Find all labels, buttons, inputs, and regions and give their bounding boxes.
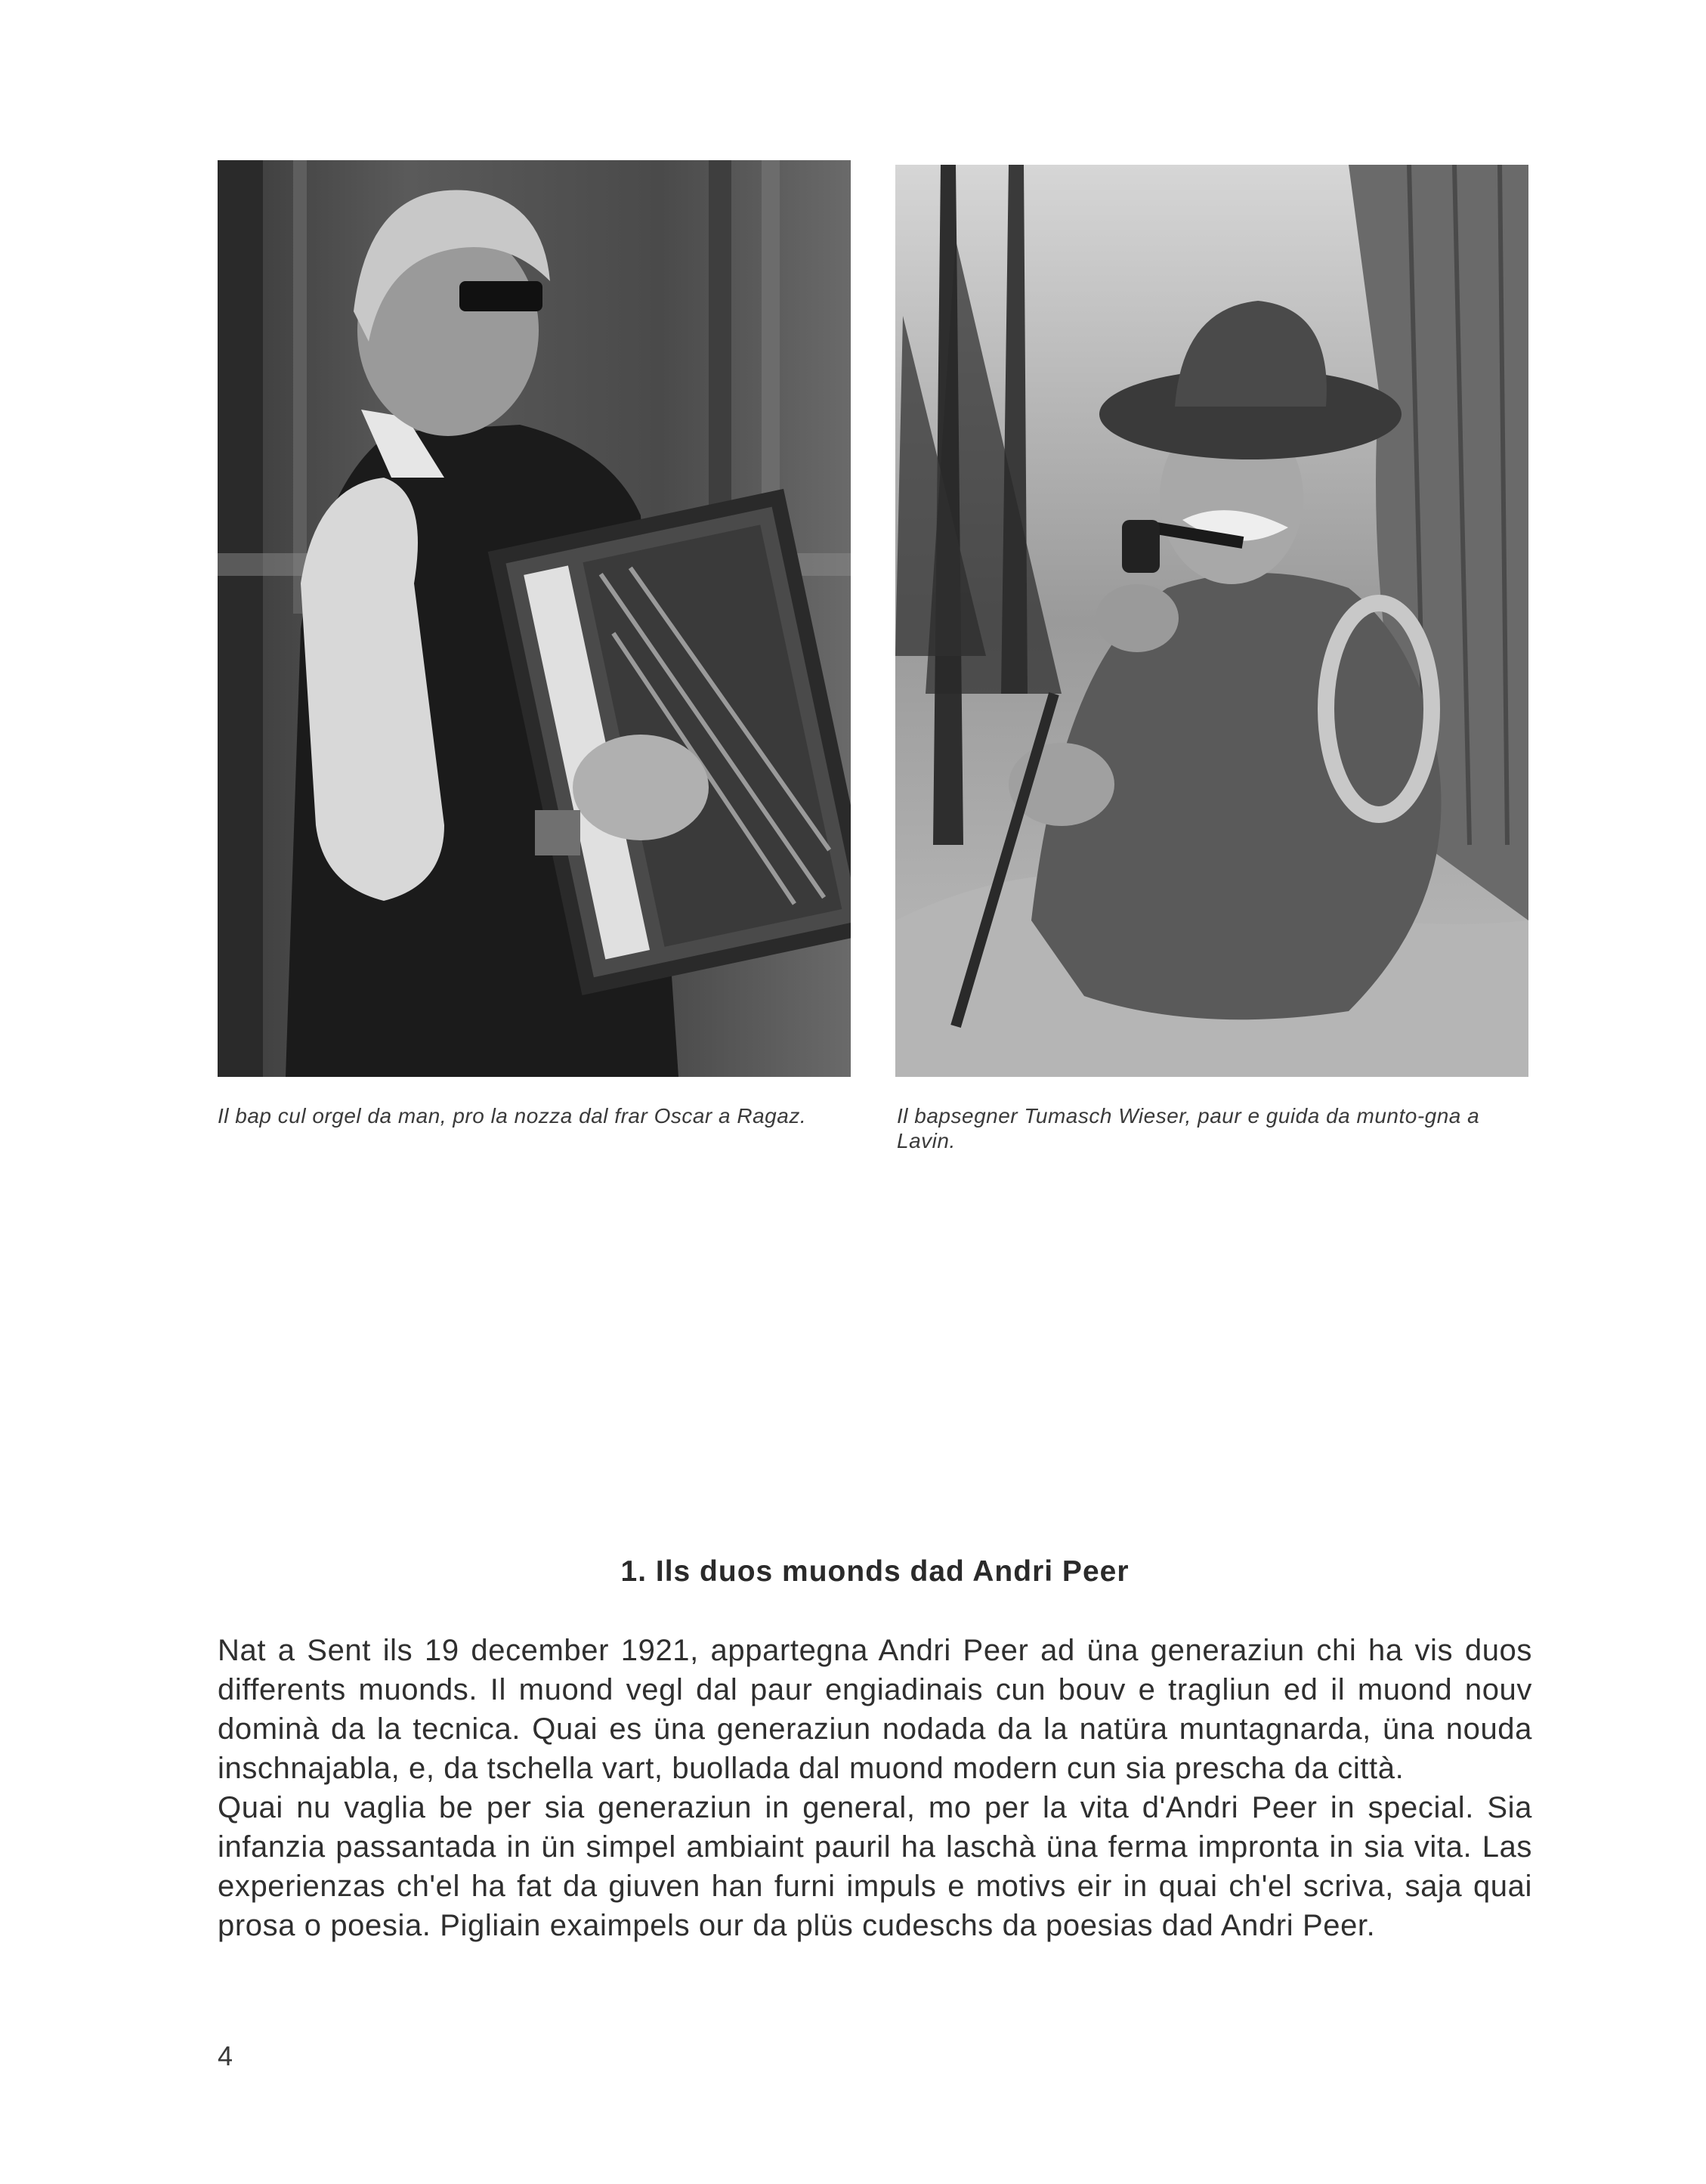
body-paragraph: Nat a Sent ils 19 december 1921, appartegna Andri Peer ad üna generaziun chi ha vis duos differents muonds. Il muond vegl dal paur engiadinais cun bouv e tragliun ed il muond nouv dominà da la tecnica. Quai es üna generaziun nodada da la natüra muntagnarda, üna nouda inschnajabla, e, da tschella vart, buollada dal muond modern cun sia prescha da città.: [218, 1634, 1532, 1785]
page-number: 4: [218, 2040, 233, 2071]
photo-accordion-player: [218, 160, 851, 1077]
photo-caption-right: Il bapsegner Tumasch Wieser, paur e guida da munto-gna a Lavin.: [897, 1104, 1480, 1152]
photo-caption-left: Il bap cul orgel da man, pro la nozza dal frar Oscar a Ragaz.: [218, 1104, 807, 1128]
section-heading: 1. Ils duos muonds dad Andri Peer: [620, 1555, 1130, 1588]
body-paragraph: Quai nu vaglia be per sia generaziun in general, mo per la vita d'Andri Peer in special. Sia infanzia passantada in ün simpel ambiaint pauril ha laschà üna ferma impronta in sia vita. Las experienzas ch'el ha fat da giuven han furni impuls e motivs eir in quai ch'el scriva, saja quai prosa o poesia. Pigliain exaimpels our da plüs cudeschs da poesias dad Andri Peer.: [218, 1791, 1532, 1942]
photo-mountain-guide: [895, 165, 1528, 1077]
body-text: [218, 1631, 1532, 1945]
